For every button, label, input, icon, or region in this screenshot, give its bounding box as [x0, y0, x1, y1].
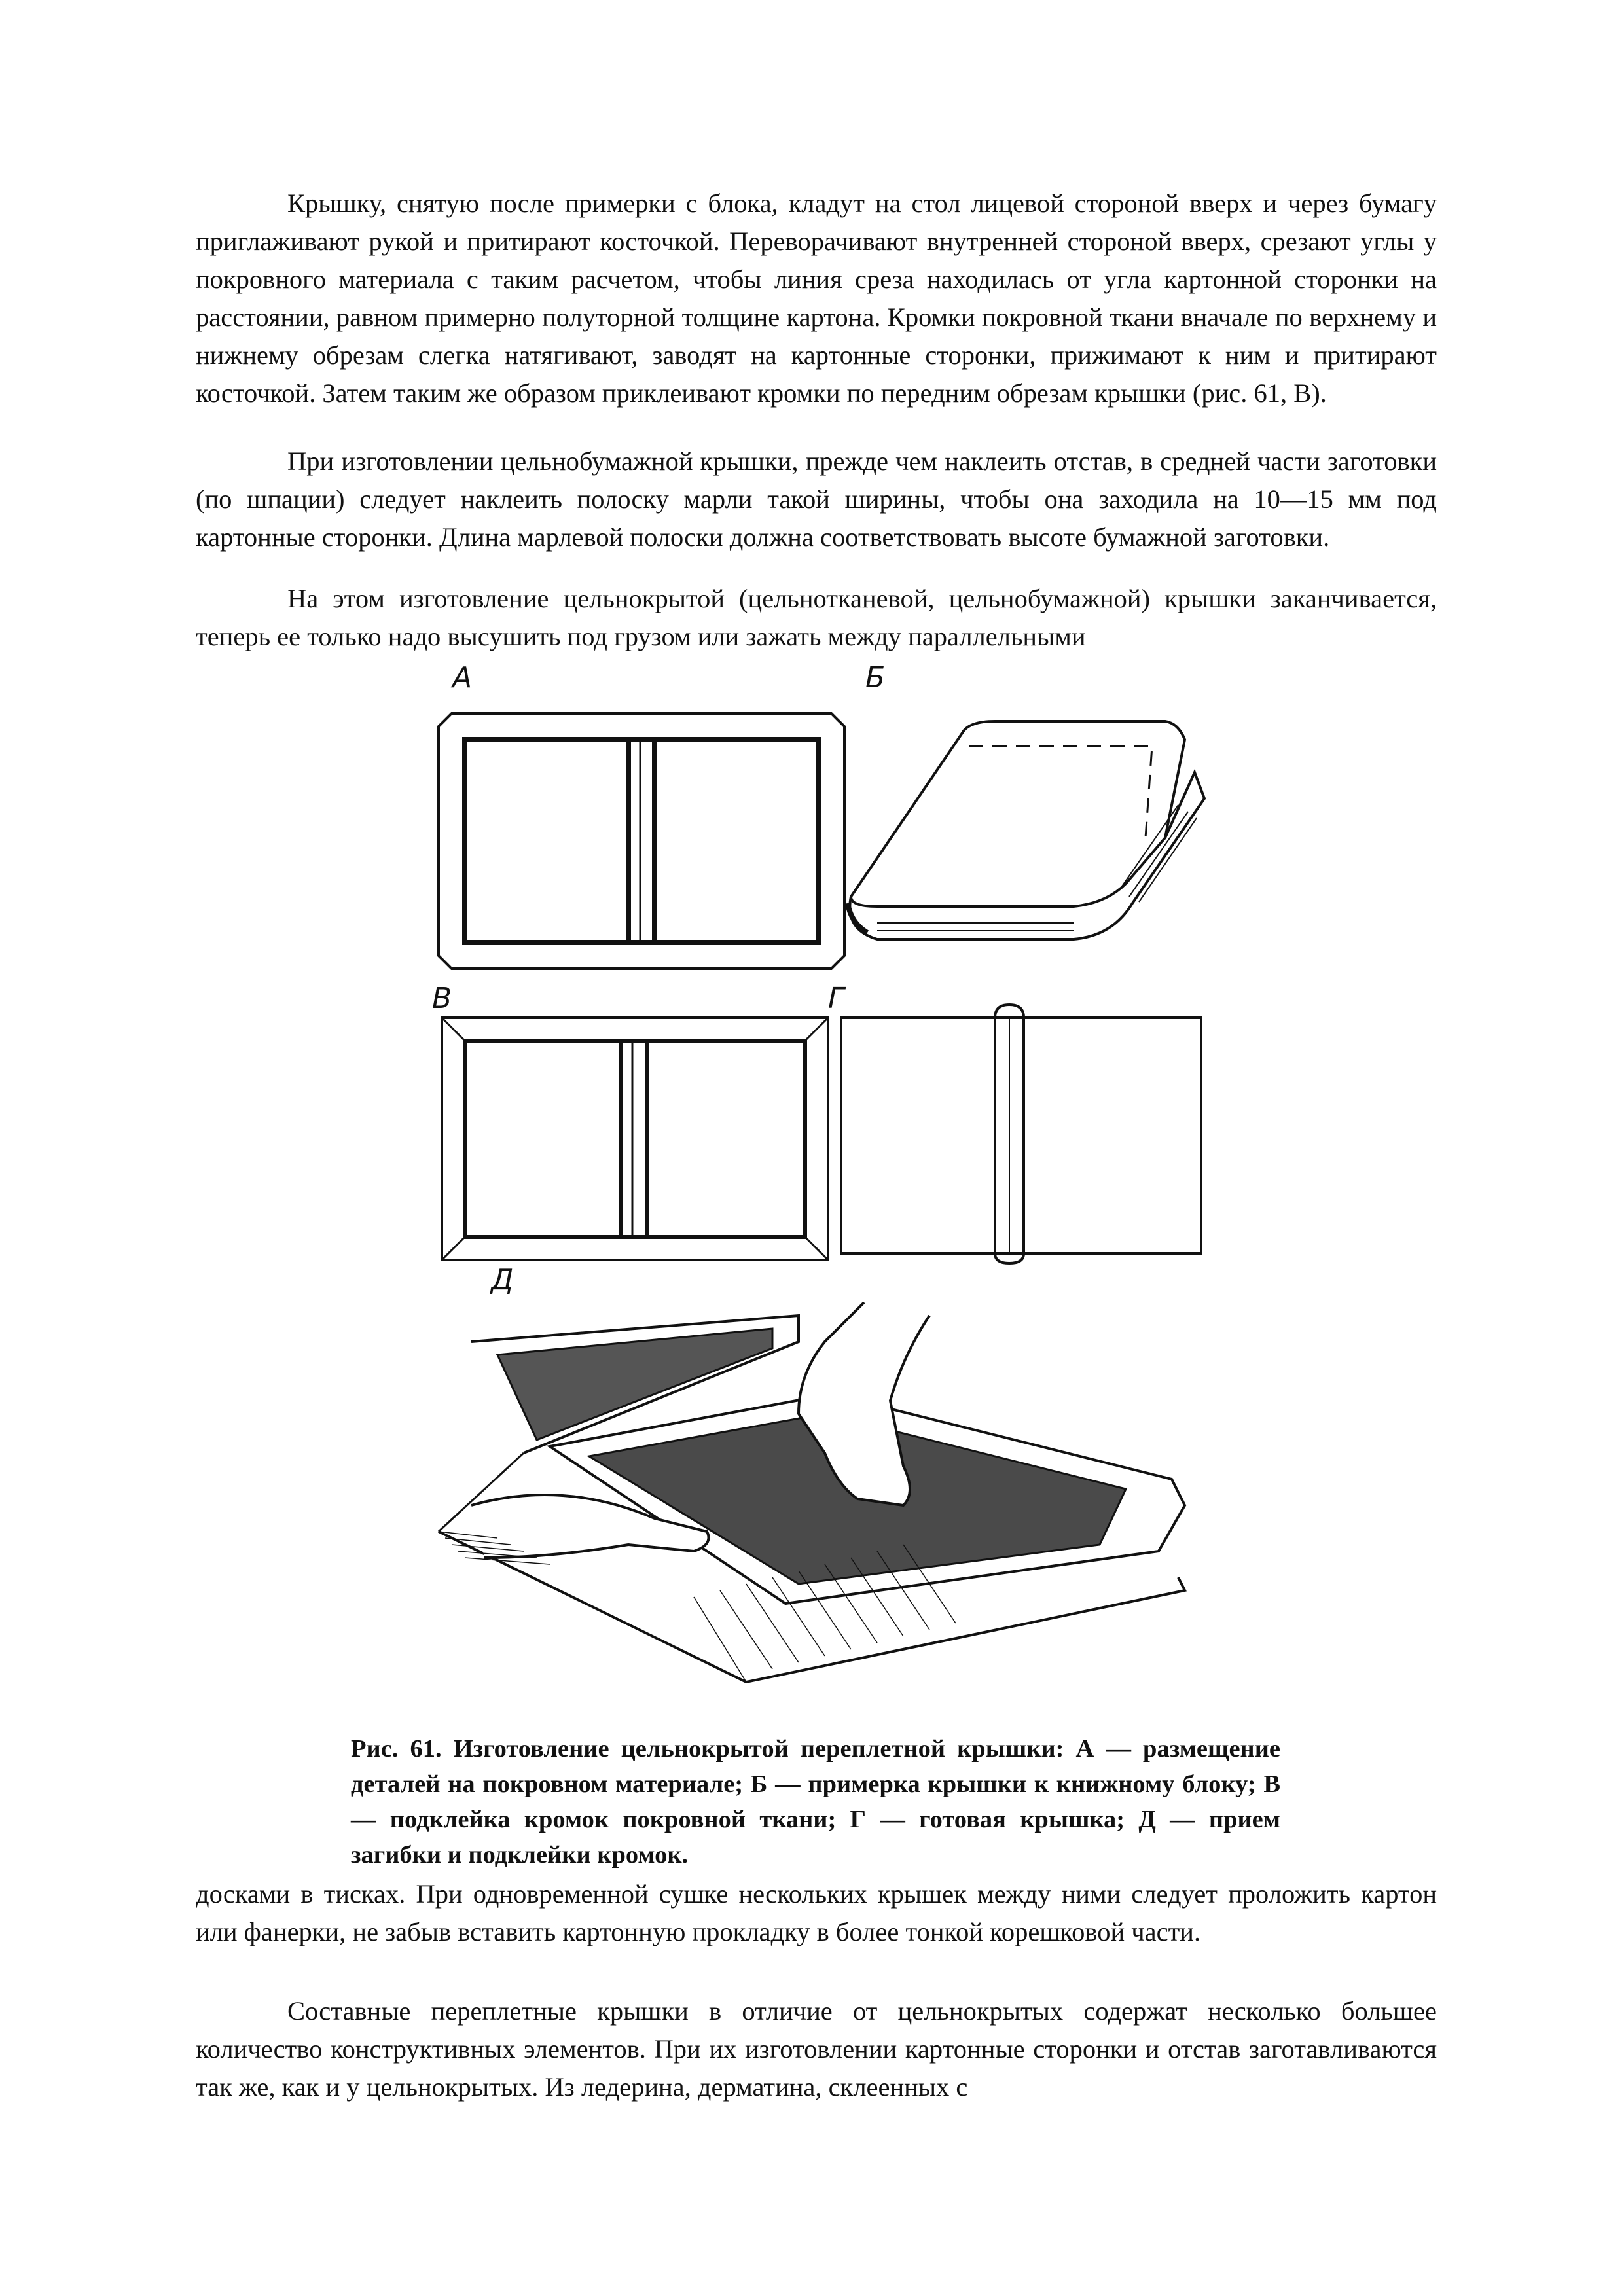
diagram-d-folding-edges [432, 1302, 1218, 1689]
diagram-v-gluing-edges [439, 1014, 831, 1263]
figure-caption: Рис. 61. Изготовление цельнокрытой переплетной крышки: А — размещение деталей на покровном материале; Б — примерка крышки к книжному блоку; В — подклейка кромок покровной ткани; Г — готовая крышка; Д — прием загибки и подклейки кромок. [351, 1735, 1280, 1869]
diagram-b-fitting-cover [838, 687, 1204, 975]
diagram-g-finished-cover [838, 1001, 1204, 1263]
paragraph-5: Составные переплетные крышки в отличие от цельнокрытых содержат несколько большее количество конструктивных элементов. При их изготовлении картонные сторонки и отстав заготавливаются так же, как и у цельнокрытых. Из ледерина, дерматина, склеенных с [196, 1996, 1437, 2102]
diagram-a-cover-layout [432, 707, 851, 969]
paragraph-3: На этом изготовление цельнокрытой (цельнотканевой, цельнобумажной) крышки заканчивается, теперь ее только надо высушить под грузом или зажать между параллельными [196, 584, 1437, 651]
figure-label-d: Д [491, 1263, 514, 1297]
figure-61 [419, 661, 1231, 1682]
figure-label-g: Г [828, 982, 844, 1015]
paragraph-1: Крышку, снятую после примерки с блока, кладут на стол лицевой стороной вверх и через бумагу приглаживают рукой и притирают косточкой. Переворачивают внутренней стороной вверх, срезают углы у покровного материала с таким расчетом, чтобы линия среза находилась от угла картонной сторонки на расстоянии, равном примерно полуторной толщине картона. Кромки покровной ткани вначале по верхнему и нижнему обрезам слегка натягивают, заводят на картонные сторонки, прижимают к ним и притирают косточкой. Затем таким же образом приклеивают кромки по передним обрезам крышки (рис. 61, В). [196, 188, 1437, 408]
figure-label-v: В [432, 982, 452, 1015]
figure-label-b: Б [865, 661, 886, 694]
figure-label-a: А [452, 661, 473, 694]
paragraph-4: досками в тисках. При одновременной сушке нескольких крышек между ними следует проложить картон или фанерки, не забыв вставить картонную прокладку в более тонкой корешковой части. [196, 1879, 1437, 1946]
paragraph-2: При изготовлении цельнобумажной крышки, прежде чем наклеить отстав, в средней части заготовки (по шпации) следует наклеить полоску марли такой ширины, чтобы она заходила на 10—15 мм под картонные сторонки. Длина марлевой полоски должна соответствовать высоте бумажной заготовки. [196, 446, 1437, 552]
